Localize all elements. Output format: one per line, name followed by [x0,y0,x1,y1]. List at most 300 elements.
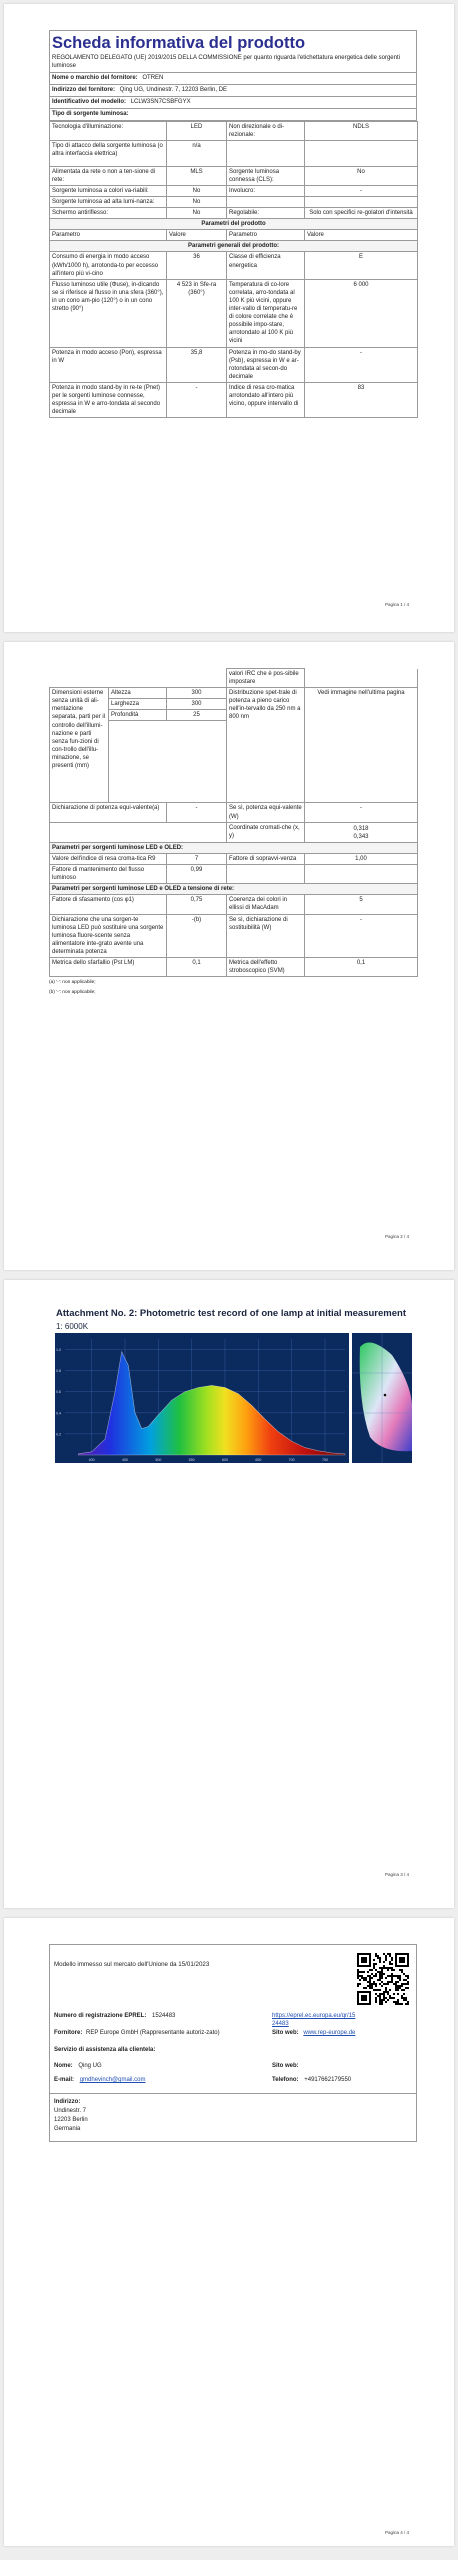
qr-module [387,1983,389,1985]
row-label: Coerenza dei colori in ellissi di MacAdam [227,895,305,914]
row-label: Alimentata da rete o non a ten-sione di rete: [50,166,167,185]
row-label: Flusso luminoso utile (Φuse), in-dicando se si riferisce al flusso in una sfera (360°), in un cono am-pio (120°) o in un cono stretto (90°) [50,279,167,347]
qr-module [381,2003,383,2005]
site2-label: Sito web: [272,2063,299,2069]
qr-module [405,1987,407,1989]
table-row [50,865,418,884]
qr-module [379,1997,381,1999]
y-tick-label: 0.4 [56,1411,61,1416]
site-label: Sito web: [272,2030,299,2036]
page-number: Pagina 2 / 4 [384,1234,409,1239]
row-value: - [167,382,227,417]
x-tick-label: 650 [255,1458,262,1462]
qr-module [359,1983,361,1985]
qr-module [363,1971,365,1973]
qr-module [383,1973,385,1975]
qr-module [387,1981,389,1983]
spectrum-chart [55,1333,349,1463]
address-value: Qing UG, Undinestr. 7, 12203 Berlin, DE [119,87,228,94]
qr-module [375,1989,377,1991]
qr-module [387,1999,389,2001]
qr-module [395,2003,397,2005]
page-number: Pagina 3 / 4 [384,1872,409,1877]
row-label: Indice di resa cro-matica arrotondato all'intero più vicino, oppure intervallo di [227,382,305,417]
qr-module [389,1961,391,1963]
qr-module [385,1989,387,1991]
qr-module [403,1973,405,1975]
qr-module [369,1983,371,1985]
qr-module [361,1977,363,1979]
section-heading [50,219,418,230]
table-row [50,252,418,279]
row-value: 1,00 [305,853,418,864]
brand-row [50,73,416,85]
qr-module [399,1987,401,1989]
model-row [50,97,416,109]
qr-module [403,1983,405,1985]
qr-module [379,1995,381,1997]
spectral-label: Distribuzione spet-trale di potenza a pieno carico nell'in-tervallo da 250 nm a 800 nm [227,688,305,803]
qr-module [397,1977,399,1979]
row-label: Sorgente luminosa a colori va-riabili: [50,185,167,196]
qr-module [391,1997,393,1999]
qr-module [397,1987,399,1989]
header-box [49,30,417,121]
qr-module [389,1953,391,1955]
row-label: Temperatura di co-lore correlata, arro-tondata al 100 K più vicini, oppure inter-vallo di temperatu-re di colore correlate che è possibile impo-stare, arrotondato al 100 K più vicini [227,279,305,347]
qr-module [395,1989,397,1991]
row-value: 83 [305,382,418,417]
white-point-marker [384,1394,387,1397]
spacer [50,822,227,842]
qr-module [375,1963,377,1965]
name-row [54,2062,102,2070]
qr-module [381,1999,383,2001]
qr-module [373,1965,375,1967]
mains-heading: Parametri per sorgenti luminose LED e OLED a tensione di rete: [50,884,418,895]
qr-module [367,1985,369,1987]
row-label: Se sì, potenza equi-valente (W) [227,803,305,822]
row-label: Valore dell'indice di resa croma-tica R9 [50,853,167,864]
qr-finder-inner [361,1995,367,2001]
qr-module [389,1963,391,1965]
qr-module [365,1987,367,1989]
qr-module [387,1953,389,1955]
qr-module [379,1959,381,1961]
general-heading: Parametri generali del prodotto: [50,241,418,252]
row-value: No [167,208,227,219]
phone-value: +4917662179550 [304,2077,352,2083]
qr-module [375,1997,377,1999]
qr-module [385,1997,387,1999]
section-heading [50,842,418,853]
footnote-a: (a) '-': non applicabile; [49,980,96,986]
qr-module [371,1987,373,1989]
x-tick-label: 550 [188,1458,195,1462]
qr-module [357,1973,359,1975]
page-title: Scheda informativa del prodotto [52,34,306,52]
qr-module [395,1985,397,1987]
qr-module [391,1957,393,1959]
qr-module [389,1997,391,1999]
qr-module [385,1983,387,1985]
qr-module [399,1977,401,1979]
qr-module [387,1969,389,1971]
qr-module [375,1993,377,1995]
qr-module [369,1985,371,1987]
qr-module [383,1997,385,1999]
qr-module [385,1957,387,1959]
row-value: n/a [167,140,227,166]
qr-module [373,1963,375,1965]
qr-module [395,1987,397,1989]
qr-finder-inner [399,1957,405,1963]
row-value: 6 000 [305,279,418,347]
qr-module [385,1955,387,1957]
page-3 [4,1280,454,1908]
qr-module [379,1983,381,1985]
qr-module [379,1999,381,2001]
attachment-heading: Attachment No. 2: Photometric test record of one lamp at initial measurement [56,1308,406,1319]
qr-module [379,1979,381,1981]
qr-module [393,1997,395,1999]
row-label: Consumo di energia in modo acceso (kWh/1000 h), arrotonda-to per eccesso all'intero più vi-cino [50,252,167,279]
qr-module [385,1991,387,1993]
service-heading: Servizio di assistenza alla clientela: [54,2047,156,2053]
regulation-text: REGOLAMENTO DELEGATO (UE) 2019/2015 DELLA COMMISSIONE per quanto riguarda l'etichettatura energetica delle sorgenti luminose [50,54,416,73]
row-label: Fattore di mantenimento del flusso luminoso [50,865,167,884]
supplier-label: Fornitore: [54,2030,83,2036]
qr-module [393,1975,395,1977]
site-link[interactable]: www.rep-europe.de [303,2030,356,2036]
qr-module [375,1953,377,1955]
qr-module [371,1973,373,1975]
row-label: Metrica dell'effetto stroboscopico (SVM) [227,957,305,976]
qr-module [369,1969,371,1971]
qr-module [399,2003,401,2005]
qr-module [371,1969,373,1971]
dimension-value: 300 [167,688,227,699]
table-row [50,208,418,219]
phone-label: Telefono: [272,2077,299,2083]
qr-module [387,1993,389,1995]
column-header: Valore [167,230,227,241]
row-value: 0,1 [305,957,418,976]
qr-module [391,1973,393,1975]
row-value: 7 [167,853,227,864]
email-row [54,2076,145,2084]
qr-module [401,1985,403,1987]
address-line: 12203 Berlin [54,2116,88,2123]
x-tick-label: 500 [155,1458,162,1462]
qr-module [377,1979,379,1981]
address-row [50,85,416,97]
qr-module [369,1975,371,1977]
qr-module [375,2001,377,2003]
qr-module [381,1975,383,1977]
supplier-row [54,2029,264,2037]
table-row [50,121,418,140]
qr-module [397,1985,399,1987]
table-row [50,957,418,976]
qr-module [385,1967,387,1969]
qr-code-icon [355,1951,411,2007]
qr-module [379,1973,381,1975]
qr-module [391,1967,393,1969]
qr-module [385,2001,387,2003]
table-row [50,166,418,185]
eprel-row [54,2012,264,2020]
row-value: 0,99 [167,865,227,884]
row-value: LED [167,121,227,140]
table-row [50,382,418,417]
qr-module [395,1981,397,1983]
table-row [50,669,418,688]
qr-module [383,1995,385,1997]
row-label: Potenza in modo acceso (Pon), espressa in W [50,347,167,382]
qr-module [399,1985,401,1987]
qr-module [407,1981,409,1983]
row-value: - [305,803,418,822]
qr-module [365,1979,367,1981]
x-tick-label: 750 [322,1458,328,1462]
table-row [50,279,418,347]
x-tick-label: 600 [222,1458,228,1462]
table-row [50,914,418,957]
table-row [50,822,418,842]
table-row [50,185,418,196]
qr-module [365,1977,367,1979]
qr-module [375,1969,377,1971]
qr-module [375,1973,377,1975]
row-value: 0,75 [167,895,227,914]
qr-module [399,1979,401,1981]
brand-label: Nome o marchio del fornitore: [52,75,138,82]
qr-module [373,1989,375,1991]
column-header: Valore [305,230,418,241]
qr-module [397,2001,399,2003]
row-label: valori IRC che è pos-sibile impostare [227,669,305,688]
qr-module [407,2003,409,2005]
row-value: 36 [167,252,227,279]
qr-module [387,1991,389,1993]
qr-module [387,1975,389,1977]
market-date: Modello immesso sul mercato dell'Unione da 15/01/2023 [54,1961,210,1968]
dimensions-row [50,688,418,699]
qr-module [389,1989,391,1991]
row-value [305,140,418,166]
row-value: No [305,166,418,185]
qr-module [381,1973,383,1975]
address-box [49,2094,417,2142]
page-1 [4,4,454,632]
row-value: -(b) [167,914,227,957]
row-label [227,197,305,208]
qr-module [407,2001,409,2003]
dimension-name: Larghezza [109,699,167,710]
qr-module [363,1987,365,1989]
qr-module [391,1975,393,1977]
qr-module [369,1987,371,1989]
row-label: Fattore di sopravvi-venza [227,853,305,864]
qr-module [381,1971,383,1973]
row-label: Metrica dello sfarfallio (Pst LM) [50,957,167,976]
row-value: 35,8 [167,347,227,382]
qr-module [381,1981,383,1983]
qr-module [403,1997,405,1999]
qr-module [361,1975,363,1977]
qr-module [397,1999,399,2001]
qr-module [375,1999,377,2001]
qr-module [379,2003,381,2005]
qr-module [399,1975,401,1977]
qr-module [371,1985,373,1987]
qr-module [377,1955,379,1957]
row-label: Fattore di sfasamento (cos φ1) [50,895,167,914]
qr-module [359,1971,361,1973]
section-heading [50,241,418,252]
row-label: Dichiarazione che una sorgen-te luminosa LED può sostituire una sorgente luminosa fluore-scente senza alimentatore inte-grato avente una determinata potenza [50,914,167,957]
brand-value: OTREN [142,75,164,82]
qr-module [391,1979,393,1981]
qr-module [383,1991,385,1993]
address-label: Indirizzo del fornitore: [52,87,115,94]
qr-module [393,1993,395,1995]
qr-module [375,1983,377,1985]
row-value: Solo con specifici re-golatori d'intensità [305,208,418,219]
row-label: Se sì, dichiarazione di sostituibilità (W) [227,914,305,957]
qr-module [407,1987,409,1989]
name-label: Nome: [54,2063,73,2069]
qr-module [407,1975,409,1977]
column-header: Parametro [227,230,305,241]
params-heading: Parametri del prodotto [50,219,418,230]
qr-module [373,1967,375,1969]
qr-module [379,1977,381,1979]
qr-module [397,2003,399,2005]
model-value: LCLW3SN7CSBFGYX [130,99,191,106]
page-number: Pagina 1 / 4 [384,602,409,607]
row-value: 5 [305,895,418,914]
spacer [109,721,227,803]
type-table [49,121,418,419]
qr-module [405,1975,407,1977]
qr-module [401,1971,403,1973]
qr-module [379,2001,381,2003]
eprel-label: Numero di registrazione EPREL: [54,2013,147,2019]
qr-module [379,1957,381,1959]
email-label: E-mail: [54,2077,75,2083]
row-value: - [305,914,418,957]
qr-module [359,1975,361,1977]
qr-module [401,1969,403,1971]
page-number: Pagina 4 / 4 [384,2530,409,2535]
qr-module [381,1977,383,1979]
dimension-name: Altezza [109,688,167,699]
spacer [305,669,418,688]
email-link[interactable]: gmdhevinch@gmail.com [79,2077,146,2083]
led-heading: Parametri per sorgenti luminose LED e OLED: [50,842,418,853]
qr-module [357,1977,359,1979]
qr-module [357,1969,359,1971]
qr-module [405,1999,407,2001]
qr-module [403,1989,405,1991]
site2-row [272,2062,299,2070]
qr-module [407,1977,409,1979]
qr-module [385,1987,387,1989]
qr-module [357,1971,359,1973]
info-box [49,1944,417,2094]
qr-module [401,1995,403,1997]
qr-module [367,1975,369,1977]
qr-module [379,1967,381,1969]
qr-module [379,1993,381,1995]
qr-module [395,1975,397,1977]
qr-module [373,1983,375,1985]
qr-module [393,2001,395,2003]
y-tick-label: 0.8 [56,1369,61,1374]
qr-module [405,1979,407,1981]
qr-module [357,1985,359,1987]
table-row [50,853,418,864]
column-headers [50,230,418,241]
qr-module [371,1983,373,1985]
qr-module [381,1969,383,1971]
qr-module [387,1967,389,1969]
row-value: - [167,803,227,822]
dimension-value: 25 [167,710,227,721]
qr-module [389,1975,391,1977]
qr-module [377,1957,379,1959]
qr-module [401,1989,403,1991]
qr-module [381,1985,383,1987]
qr-module [369,1981,371,1983]
qr-module [361,1971,363,1973]
row-value: NDLS [305,121,418,140]
row-value: - [305,347,418,382]
qr-module [391,1959,393,1961]
qr-module [375,1955,377,1957]
qr-module [403,1993,405,1995]
qr-module [367,1971,369,1973]
qr-module [377,1971,379,1973]
table-row [50,347,418,382]
qr-module [397,1975,399,1977]
eprel-link[interactable]: https://eprel.ec.europa.eu/qr/1524483 [272,2013,356,2028]
qr-module [397,1989,399,1991]
y-tick-label: 0.6 [56,1390,61,1395]
model-label: Identificativo del modello: [52,99,127,106]
qr-module [373,1959,375,1961]
table-row [50,140,418,166]
row-value: MLS [167,166,227,185]
qr-module [383,1993,385,1995]
chroma-x: 0,318 [353,825,369,832]
qr-module [401,2003,403,2005]
row-value: 4 523 in Sfe-ra (360°) [167,279,227,347]
qr-module [389,1981,391,1983]
qr-module [385,1977,387,1979]
qr-module [375,1985,377,1987]
qr-module [377,1989,379,1991]
row-label: Potenza in modo stand-by in re-te (Pnet) per le sorgenti luminose connesse, espressa in W e arro-tondata al secondo decimale [50,382,167,417]
qr-module [395,2001,397,2003]
x-tick-label: 450 [122,1458,128,1462]
address-line: Undinestr. 7 [54,2107,87,2114]
qr-module [383,1953,385,1955]
qr-module [359,1979,361,1981]
chromaticity-diagram [352,1333,412,1463]
